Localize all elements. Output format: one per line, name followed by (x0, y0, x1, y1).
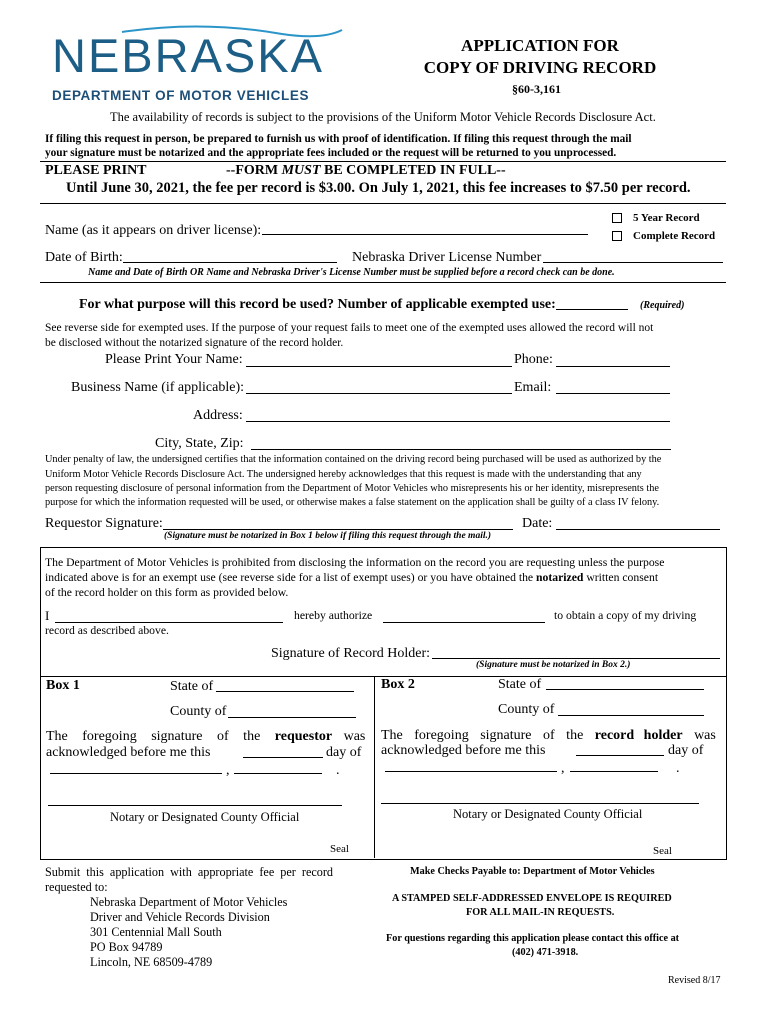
penalty-line3: person requesting disclosure of personal information from the Department of Motor Vehicles who misrepresents his or her identity, misrepresents the (45, 483, 659, 494)
mailing-address-line4: PO Box 94789 (90, 940, 163, 954)
address-label: Address: (193, 408, 243, 423)
license-number-field[interactable] (543, 262, 723, 263)
logo-department: DEPARTMENT OF MOTOR VEHICLES (52, 88, 310, 103)
filing-instructions-line1: If filing this request in person, be prepared to furnish us with proof of identification. If filing this request through the mail (45, 133, 632, 145)
box1-year-field[interactable] (234, 773, 322, 774)
box2-day-of: day of (668, 743, 704, 758)
name-field[interactable] (262, 234, 588, 235)
form-must-label: --FORM MUST BE COMPLETED IN FULL-- (226, 163, 506, 178)
revised-date: Revised 8/17 (668, 975, 721, 986)
phone-field[interactable] (556, 366, 670, 367)
box2-state-field[interactable] (546, 689, 704, 690)
box2-notary-signature-field[interactable] (381, 803, 699, 804)
questions-phone: (402) 471-3918. (512, 947, 579, 958)
box1-period: . (336, 763, 340, 778)
box2-ack-line1: The foregoing signature of the record holder was (381, 728, 716, 743)
penalty-line2: Uniform Motor Vehicle Records Disclosure Act. The undersigned hereby acknowledges that this request is made with the understanding that any (45, 469, 642, 480)
address-field[interactable] (246, 421, 670, 422)
form-title-line2: COPY OF DRIVING RECORD (423, 58, 657, 77)
box1-state-label: State of (170, 679, 214, 694)
record-holder-name-field[interactable] (55, 622, 283, 623)
envelope-note-line2: FOR ALL MAIL-IN REQUESTS. (466, 907, 615, 918)
to-obtain-label: to obtain a copy of my driving (554, 609, 697, 622)
date-field[interactable] (556, 529, 720, 530)
consent-line3: of the record holder on this form as provided below. (45, 586, 289, 599)
box1-county-field[interactable] (228, 717, 356, 718)
holder-signature-label: Signature of Record Holder: (271, 646, 431, 661)
box1-ack-line2: acknowledged before me this (46, 745, 211, 760)
envelope-note-line1: A STAMPED SELF-ADDRESSED ENVELOPE IS REQUIRED (392, 893, 672, 904)
filing-instructions-line2: your signature must be notarized and the appropriate fees included or the request will be returned to you unprocessed. (45, 147, 617, 159)
box1-comma: , (226, 763, 230, 778)
banner-top-rule (40, 161, 726, 162)
statute-reference: §60-3,161 (512, 82, 561, 96)
requestor-signature-label: Requestor Signature: (45, 516, 163, 531)
questions-note-line1: For questions regarding this application please contact this office at (386, 933, 680, 944)
box2-state-label: State of (498, 677, 542, 692)
box2-county-label: County of (498, 702, 555, 717)
consent-line1: The Department of Motor Vehicles is prohibited from disclosing the information on the record you are requesting unless the purpose (45, 556, 665, 569)
box2-notary-label: Notary or Designated County Official (453, 807, 643, 821)
box1-seal-label: Seal (330, 843, 349, 855)
box2-seal-label: Seal (653, 845, 672, 857)
box2-comma: , (561, 761, 565, 776)
form-title-line1: APPLICATION FOR (461, 36, 619, 55)
box2-month-field[interactable] (385, 771, 557, 772)
section-rule (40, 282, 726, 283)
city-state-zip-label: City, State, Zip: (155, 436, 244, 451)
holder-signature-field[interactable] (432, 658, 720, 659)
box1-notary-label: Notary or Designated County Official (110, 810, 300, 824)
holder-signature-note: (Signature must be notarized in Box 2.) (476, 660, 631, 670)
mailing-address-line5: Lincoln, NE 68509-4789 (90, 955, 213, 969)
box1-title: Box 1 (46, 678, 80, 693)
mailing-address-line1: Nebraska Department of Motor Vehicles (90, 895, 288, 909)
record-desc-label: record as described above. (45, 624, 169, 637)
date-label: Date: (522, 516, 553, 531)
box1-state-field[interactable] (216, 691, 354, 692)
authorize-i-label: I (45, 608, 50, 623)
identity-note: Name and Date of Birth OR Name and Nebraska Driver's License Number must be supplied before a record check can be done. (88, 267, 615, 278)
name-label: Name (as it appears on driver license): (45, 223, 262, 238)
print-name-field[interactable] (246, 366, 512, 367)
box1-ack-line1: The foregoing signature of the requestor was (46, 729, 366, 744)
hereby-authorize-label: hereby authorize (294, 609, 373, 622)
phone-label: Phone: (514, 352, 553, 367)
box1-month-field[interactable] (50, 773, 222, 774)
penalty-line4: purpose for which the information requested will be used, or otherwise makes a false statement on the application shall be guilty of a class IV felony. (45, 497, 660, 508)
box1-notary-signature-field[interactable] (48, 805, 342, 806)
submit-line1: Submit this application with appropriate fee per record (45, 865, 334, 879)
logo-wordmark: NEBRASKA (52, 29, 324, 82)
checkbox-complete[interactable] (612, 231, 622, 241)
exempt-uses-line2: be disclosed without the notarized signature of the record holder. (45, 337, 344, 349)
banner-bottom-rule (40, 203, 726, 204)
box2-period: . (676, 761, 680, 776)
email-label: Email: (514, 380, 552, 395)
requestor-signature-field[interactable] (163, 529, 513, 530)
box1-county-label: County of (170, 704, 227, 719)
checks-payable-note: Make Checks Payable to: Department of Motor Vehicles (410, 866, 655, 877)
exempted-use-field[interactable] (556, 309, 628, 310)
city-state-zip-field[interactable] (251, 449, 671, 450)
business-name-field[interactable] (246, 393, 512, 394)
box2-title: Box 2 (381, 677, 415, 692)
exempt-uses-line1: See reverse side for exempted uses. If the purpose of your request fails to meet one of the exempted uses allowed the record will not (45, 322, 654, 334)
penalty-line1: Under penalty of law, the undersigned certifies that the information contained on the driving record being purchased will be used as authorized by the (45, 454, 662, 465)
dob-field[interactable] (123, 262, 337, 263)
box2-ack-line2: acknowledged before me this (381, 743, 546, 758)
print-name-label: Please Print Your Name: (105, 352, 243, 367)
consent-line2: indicated above is for an exempt use (see reverse side for a list of exempt uses) or you have obtained the notarized written consent (45, 571, 659, 584)
please-print-label: PLEASE PRINT (45, 163, 147, 178)
requestor-signature-note: (Signature must be notarized in Box 1 below if filing this request through the mail.) (164, 531, 492, 541)
fee-notice: Until June 30, 2021, the fee per record is $3.00. On July 1, 2021, this fee increases to $7.50 per record. (66, 180, 691, 196)
business-name-label: Business Name (if applicable): (71, 380, 245, 395)
submit-line2: requested to: (45, 880, 108, 894)
availability-text: The availability of records is subject to the provisions of the Uniform Motor Vehicle Records Disclosure Act. (110, 110, 656, 124)
email-field[interactable] (556, 393, 670, 394)
box2-year-field[interactable] (570, 771, 658, 772)
license-number-label: Nebraska Driver License Number (352, 250, 542, 265)
purpose-question: For what purpose will this record be used? Number of applicable exempted use: (79, 297, 556, 312)
mailing-address-line3: 301 Centennial Mall South (90, 925, 222, 939)
box1-day-of: day of (326, 745, 362, 760)
option-complete-record[interactable]: Complete Record (612, 230, 715, 242)
checkbox-5-year[interactable] (612, 213, 622, 223)
box1-day-field[interactable] (243, 757, 323, 758)
dob-label: Date of Birth: (45, 250, 123, 265)
box2-county-field[interactable] (558, 715, 704, 716)
required-note: (Required) (640, 300, 685, 311)
option-5-year-record[interactable]: 5 Year Record (612, 212, 700, 224)
mailing-address-line2: Driver and Vehicle Records Division (90, 910, 270, 924)
box-divider (374, 676, 375, 858)
authorized-party-field[interactable] (383, 622, 545, 623)
box2-day-field[interactable] (576, 755, 664, 756)
notary-boxes (40, 676, 727, 860)
